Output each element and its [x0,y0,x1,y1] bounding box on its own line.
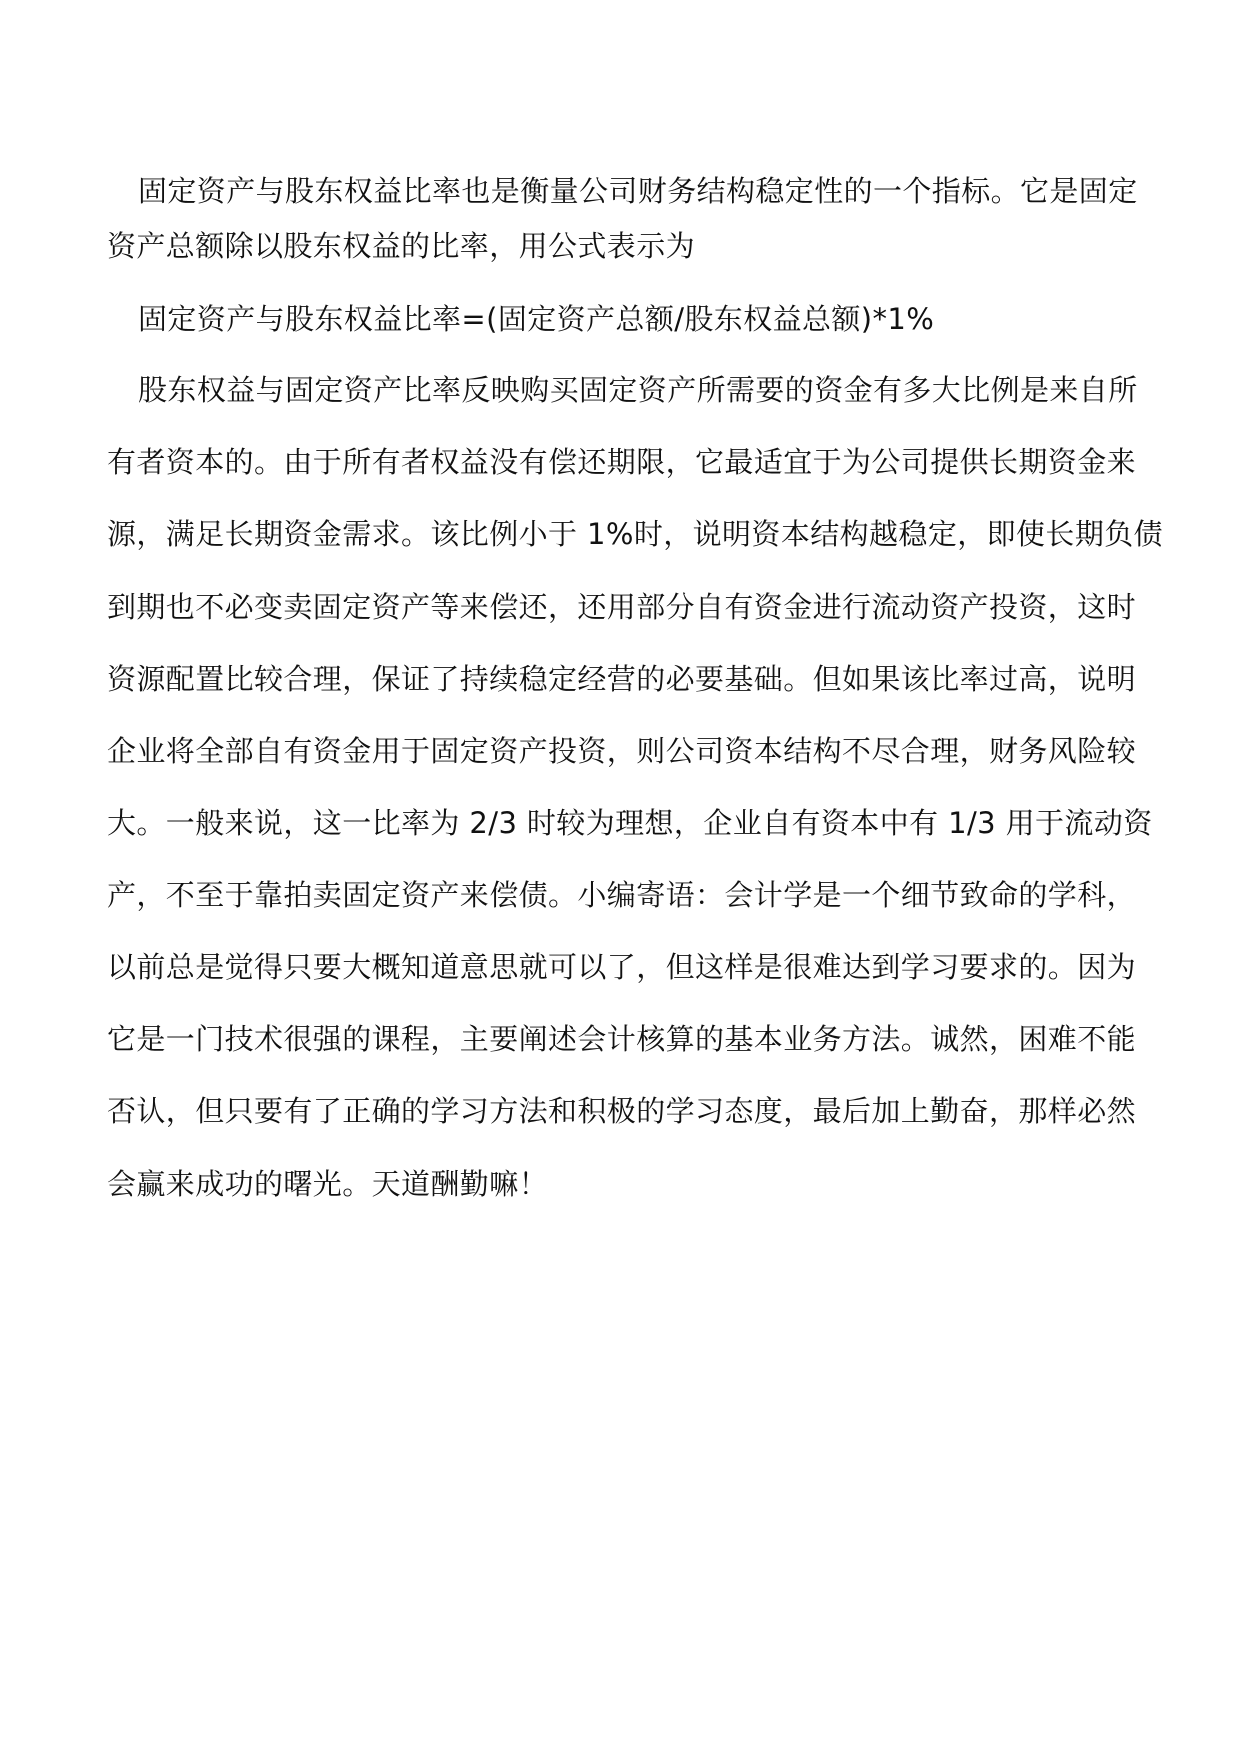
paragraph-2-line-3: 源，满足长期资金需求。该比例小于 1%时，说明资本结构越稳定，即使长期负债 [107,517,1164,551]
paragraph-2-line-7: 大。一般来说，这一比率为 2/3 时较为理想，企业自有资本中有 1/3 用于流动资 [107,806,1153,840]
paragraph-1-line-1: 固定资产与股东权益比率也是衡量公司财务结构稳定性的一个指标。它是固定 [138,174,1138,208]
paragraph-2-line-9: 以前总是觉得只要大概知道意思就可以了，但这样是很难达到学习要求的。因为 [107,950,1137,984]
paragraph-2-line-1: 股东权益与固定资产比率反映购买固定资产所需要的资金有多大比例是来自所 [138,373,1138,407]
paragraph-2-line-6: 企业将全部自有资金用于固定资产投资，则公司资本结构不尽合理，财务风险较 [107,734,1137,768]
paragraph-2-line-8: 产，不至于靠拍卖固定资产来偿债。小编寄语：会计学是一个细节致命的学科， [107,878,1137,912]
paragraph-2-line-10: 它是一门技术很强的课程，主要阐述会计核算的基本业务方法。诚然，困难不能 [107,1022,1137,1056]
paragraph-2-line-12: 会赢来成功的曙光。天道酬勤嘛！ [107,1167,549,1201]
paragraph-2-line-4: 到期也不必变卖固定资产等来偿还，还用部分自有资金进行流动资产投资，这时 [107,590,1137,624]
formula-line: 固定资产与股东权益比率=(固定资产总额/股东权益总额)*1% [138,302,935,336]
paragraph-2-line-5: 资源配置比较合理，保证了持续稳定经营的必要基础。但如果该比率过高，说明 [107,662,1137,696]
paragraph-1-line-2: 资产总额除以股东权益的比率，用公式表示为 [107,229,696,263]
paragraph-2-line-11: 否认，但只要有了正确的学习方法和积极的学习态度，最后加上勤奋，那样必然 [107,1094,1137,1128]
paragraph-2-line-2: 有者资本的。由于所有者权益没有偿还期限，它最适宜于为公司提供长期资金来 [107,445,1137,479]
